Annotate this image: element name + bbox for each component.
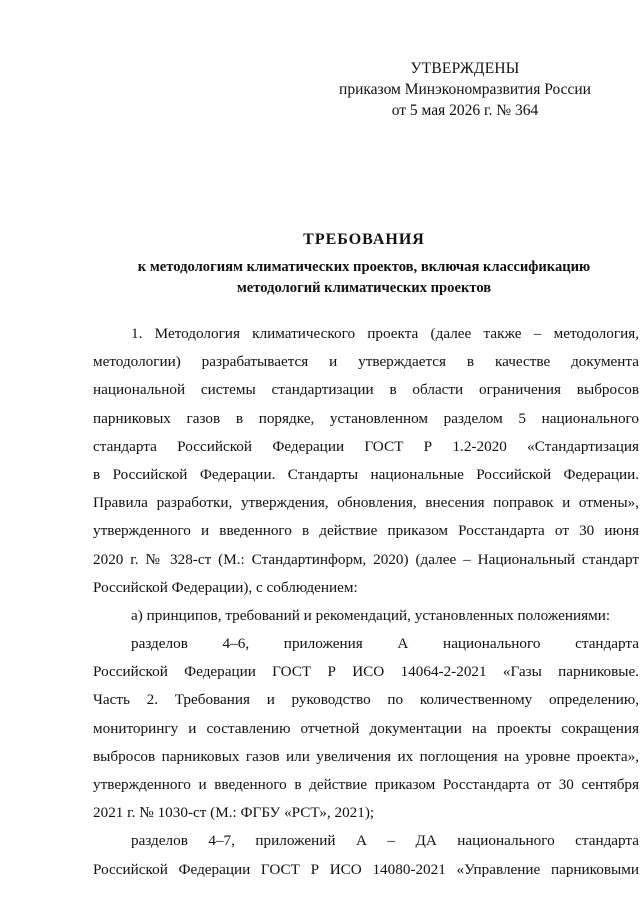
body-line: национальной системы стандартизации в области ограничения выбросов <box>93 381 639 399</box>
body-line: Правила разработки, утверждения, обновления, внесения поправок и отмены», <box>93 494 639 512</box>
subtitle-line-1: к методологиям климатических проектов, включая классификацию <box>137 259 591 275</box>
approval-date: от 5 мая 2026 г. № 364 <box>391 102 539 119</box>
body-line: разделов 4–6, приложения А национального стандарта <box>131 635 639 653</box>
document-subtitle <box>90 257 638 299</box>
body-line: методологии) разрабатывается и утверждается в качестве документа <box>93 353 639 371</box>
approval-block <box>330 58 600 121</box>
body-line: разделов 4–7, приложений А – ДА национального стандарта <box>131 832 639 850</box>
body-line: парниковых газов в порядке, установленном разделом 5 национального <box>93 409 639 427</box>
document-body <box>93 320 639 884</box>
body-line: Российской Федерации), с соблюдением: <box>93 578 358 596</box>
body-line: выбросов парниковых газов или увеличения их поглощения на уровне проекта», <box>93 747 639 765</box>
body-line: Часть 2. Требования и руководство по количественному определению, <box>93 691 639 709</box>
body-line: в Российской Федерации. Стандарты национальные Российской Федерации. <box>93 465 639 483</box>
approval-order: приказом Минэкономразвития России <box>339 81 591 98</box>
body-line: 2021 г. № 1030-ст (М.: ФГБУ «РСТ», 2021); <box>93 804 375 822</box>
body-line: Российской Федерации ГОСТ Р ИСО 14064-2-2021 «Газы парниковые. <box>93 663 639 681</box>
body-line: 2020 г. № 328-ст (М.: Стандартинформ, 2020) (далее – Национальный стандарт <box>93 550 639 568</box>
body-line: а) принципов, требований и рекомендаций, установленных положениями: <box>131 606 611 624</box>
subtitle-line-2: методологий климатических проектов <box>236 280 492 296</box>
approval-heading: УТВЕРЖДЕНЫ <box>410 60 520 77</box>
body-line: Российской Федерации ГОСТ Р ИСО 14080-2021 «Управление парниковыми <box>93 860 639 878</box>
body-line: мониторингу и составлению отчетной документации на проекты сокращения <box>93 719 639 737</box>
body-line: стандарта Российской Федерации ГОСТ Р 1.2-2020 «Стандартизация <box>93 437 639 455</box>
body-line: 1. Методология климатического проекта (далее также – методология, <box>131 325 639 342</box>
body-line: утвержденного и введенного в действие приказом Росстандарта от 30 сентября <box>93 776 639 793</box>
document-title: ТРЕБОВАНИЯ <box>303 231 425 248</box>
body-line: утвержденного и введенного в действие приказом Росстандарта от 30 июня <box>93 522 639 540</box>
